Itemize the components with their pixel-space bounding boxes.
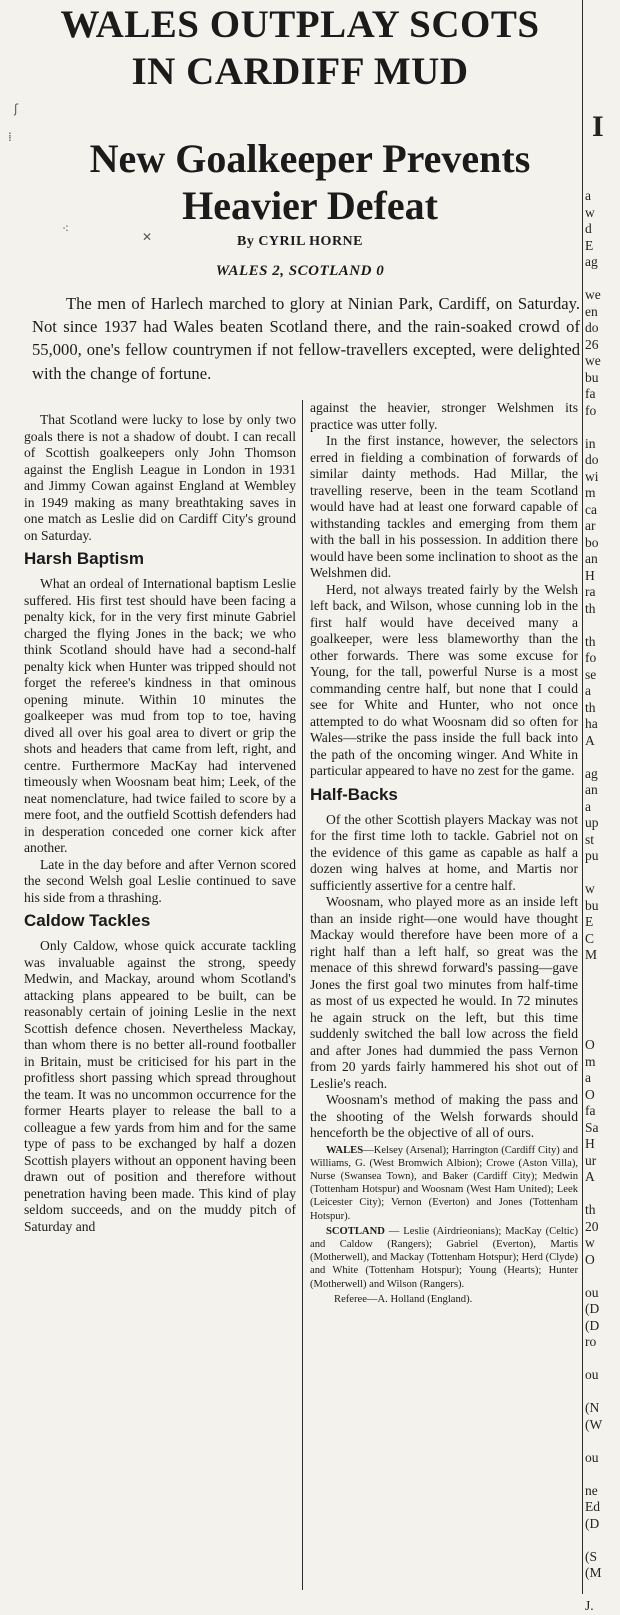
adjacent-column-line: th bbox=[585, 699, 596, 715]
adjacent-column-line: pu bbox=[585, 848, 599, 863]
adjacent-column-line: (D bbox=[585, 1301, 600, 1316]
adjacent-column-line bbox=[585, 1433, 613, 1450]
left-column bbox=[24, 412, 296, 1235]
match-result: WALES 2, SCOTLAND 0 bbox=[215, 263, 385, 279]
right-paragraph-6: Woosnam's method of making the pass and the shooting of the Welsh forwards should henceforth be the objective of all of ours. bbox=[310, 1092, 578, 1140]
headline-line-2: IN CARDIFF MUD bbox=[131, 50, 469, 93]
adjacent-column-line: a bbox=[585, 188, 591, 203]
adjacent-column-fragment-a bbox=[585, 188, 613, 964]
adjacent-column-line: a bbox=[585, 1070, 591, 1085]
adjacent-column-line: bu bbox=[585, 897, 599, 913]
adjacent-column-line bbox=[585, 1466, 613, 1483]
adjacent-column-line: ca bbox=[585, 501, 597, 517]
adjacent-column-line bbox=[585, 749, 613, 766]
adjacent-column-line: do bbox=[585, 320, 599, 335]
adjacent-column-line: (N bbox=[585, 1400, 600, 1415]
adjacent-column-line: w bbox=[585, 1235, 595, 1250]
adjacent-column-line: A bbox=[585, 1169, 595, 1184]
adjacent-column-line bbox=[585, 1268, 613, 1285]
adjacent-column-line: w bbox=[585, 204, 595, 220]
left-paragraph-1: That Scotland were lucky to lose by only two goals there is not a shadow of doubt. I can recall of Scottish goalkeepers only John Thomson against the English League in London in 1931 and Jimmy Cowan against England at Wembley in 1949 making as many breathtaking saves in one match as Leslie did on Cardiff City's ground on Saturday. bbox=[24, 412, 296, 543]
adjacent-column-line: a bbox=[585, 683, 591, 698]
adjacent-column-line bbox=[585, 1186, 613, 1203]
adjacent-column-line: st bbox=[585, 831, 595, 847]
adjacent-column-line: bu bbox=[585, 369, 599, 385]
column-rule-main bbox=[302, 400, 303, 1590]
adjacent-column-line bbox=[585, 865, 613, 882]
adjacent-column-line: H bbox=[585, 567, 595, 583]
adjacent-column-line: en bbox=[585, 303, 598, 319]
right-paragraph-2: In the first instance, however, the selectors erred in fielding a combination of forwards of similar dainty methods. Had Millar, the travelling reserve, been in the team Scotland would have had at least one forward capable of withstanding tackles and emerging from them with the ball in his possession. In addition there would have been some inclination to shoot as the Welshmen did. bbox=[310, 433, 578, 580]
adjacent-column-line: se bbox=[585, 666, 597, 682]
adjacent-column-line: ne bbox=[585, 1482, 598, 1498]
adjacent-column-line: (D bbox=[585, 1515, 600, 1531]
adjacent-column-line: ar bbox=[585, 518, 596, 533]
adjacent-column-line: O bbox=[585, 1086, 595, 1102]
adjacent-column-line: ra bbox=[585, 584, 596, 599]
adjacent-column-line: fo bbox=[585, 650, 597, 665]
left-paragraph-4: Only Caldow, whose quick accurate tackling was invaluable against the strong, speedy Medwin, and Mackay, around whom Scotland's attacking plans appeared to be built, can be reasonably certain of joining Leslie in the next Scottish defence chosen. Nevertheless Mackay, than whom there is no better all-round footballer in Britain, must be criticised for his part in the profitless short passing which spread throughout the team. It was no uncommon occurrence for the former Hearts player to release the ball to a colleague a few yards from him and for the same type of pass to be exchanged by half a dozen Scottish players without an opponent having been drawn out of position and therefore without penetration having been made. This kind of play seldom succeeds, and on the muddy pitch of Saturday and bbox=[24, 938, 296, 1234]
adjacent-column-line: E bbox=[585, 914, 594, 929]
adjacent-column-line: ag bbox=[585, 765, 598, 781]
scan-speck: ✕ bbox=[142, 230, 153, 244]
left-paragraph-2: What an ordeal of International baptism Leslie suffered. His first test should have been facing a penalty kick, for in the very first minute Gabriel charged the flying Jones in the back; we who think Scotland should have had a second-half penalty kick when Hunter was tripped should not forget the referee's kindness in that ominous opening minute. Within 10 minutes the goalkeeper was mud from top to toe, having dived all over his goal area to divert or grip the shots and headers that came from left, right, and centre. Furthermore MacKay had intervened timeously when Woosnam beat him; Leek, of the neat nomenclature, had twice failed to score by a mere foot, and the outfield Scottish defenders had in desperation conceded one corner kick after another. bbox=[24, 576, 296, 855]
scotland-label: SCOTLAND bbox=[326, 1225, 385, 1237]
subhead-harsh-baptism: Harsh Baptism bbox=[24, 549, 144, 568]
adjacent-column-line: fa bbox=[585, 1103, 596, 1118]
adjacent-column-line bbox=[585, 271, 613, 288]
adjacent-column-line: Sa bbox=[585, 1119, 599, 1135]
adjacent-column-line: ha bbox=[585, 716, 598, 731]
adjacent-column-line: H bbox=[585, 1136, 595, 1151]
adjacent-column-line: O bbox=[585, 1037, 595, 1052]
adjacent-column-line bbox=[585, 419, 613, 436]
adjacent-column-line: up bbox=[585, 815, 599, 830]
right-paragraph-4: Of the other Scottish players Mackay was not for the first time loth to tackle. Gabriel not on the evidence of this game as capable as half a dozen wing halves at home, and Martis nor sufficiently assertive for a centre half. bbox=[310, 811, 578, 893]
adjacent-column-line: ur bbox=[585, 1152, 597, 1168]
adjacent-column-line: wi bbox=[585, 468, 599, 484]
adjacent-column-line: J. bbox=[585, 1598, 594, 1613]
adjacent-column-line: do bbox=[585, 452, 599, 467]
right-paragraph-5: Woosnam, who played more as an inside left than an inside right—one would have thought Mackay would therefore have been more of a right half than a left half, so great was the menace of this shrewd forward's passing—gave Jones the first goal two minutes from half-time as most of us expected he would. In 72 minutes he again struck on the left, but this time suddenly switched the ball low across the field and after Jones had dummied the pass Vernon from 20 yards fairly hammered his shot out of Leslie's reach. bbox=[310, 894, 578, 1091]
adjacent-column-line: w bbox=[585, 881, 595, 896]
wales-label: WALES bbox=[326, 1144, 364, 1156]
subhead-half-backs: Half-Backs bbox=[310, 784, 398, 804]
adjacent-column-line: an bbox=[585, 551, 598, 566]
scotland-team: — Leslie (Airdrieonians); MacKay (Celtic) and Caldow (Rangers); Gabriel (Everton), Martis (Motherwell), and Mackay (Tottenham Hotspur); Herd (Clyde) and White (Tottenham Hotspur); Young (Hearts); Hunter (Motherwell) and Wilson (Rangers). bbox=[310, 1225, 578, 1290]
headline-line-1: WALES OUTPLAY SCOTS bbox=[60, 3, 540, 46]
subhead-caldow-tackles: Caldow Tackles bbox=[24, 911, 151, 930]
wales-team: —Kelsey (Arsenal); Harrington (Cardiff City) and Williams, G. (West Bromwich Albion); Crowe (Aston Villa), Nurse (Swansea Town), and Baker (Cardiff City); Medwin (Tottenham Hotspur) and Woosnam (West Ham United); Leek (Leicester City); Vernon (Everton) and Jones (Tottenham Hotspur). bbox=[310, 1144, 578, 1222]
adjacent-column-line: fa bbox=[585, 386, 596, 401]
scan-speck: ⁞ bbox=[8, 130, 12, 144]
right-column bbox=[310, 400, 578, 1306]
adjacent-column-line: A bbox=[585, 732, 595, 748]
adjacent-column-line bbox=[585, 1384, 613, 1401]
adjacent-column-line: C bbox=[585, 930, 595, 946]
subheadline-line-1: New Goalkeeper Prevents bbox=[89, 136, 531, 181]
scan-speck: ⁖ bbox=[62, 222, 70, 236]
adjacent-column-line: th bbox=[585, 1202, 596, 1217]
adjacent-column-line: ou bbox=[585, 1367, 599, 1382]
adjacent-column-line bbox=[585, 617, 613, 634]
adjacent-column-line: ro bbox=[585, 1334, 597, 1349]
adjacent-column-line: in bbox=[585, 435, 596, 451]
adjacent-column-line bbox=[585, 1351, 613, 1368]
adjacent-column-line bbox=[585, 1582, 613, 1599]
adjacent-column-line bbox=[585, 1532, 613, 1549]
adjacent-column-line: M bbox=[585, 947, 598, 962]
adjacent-column-line: an bbox=[585, 782, 598, 797]
adjacent-column-line: (W bbox=[585, 1416, 603, 1432]
adjacent-column-line: ou bbox=[585, 1449, 599, 1465]
right-paragraph-1: against the heavier, stronger Welshmen its practice was utter folly. bbox=[310, 400, 578, 432]
adjacent-column-top-letter: I bbox=[592, 110, 604, 143]
adjacent-column-line: O bbox=[585, 1251, 595, 1267]
adjacent-column-line: d bbox=[585, 221, 592, 236]
adjacent-column-line: a bbox=[585, 798, 591, 814]
adjacent-column-line: we bbox=[585, 287, 601, 302]
adjacent-column-line: 20 bbox=[585, 1218, 599, 1234]
left-paragraph-3: Late in the day before and after Vernon scored the second Welsh goal Leslie continued to save his side from a thrashing. bbox=[24, 856, 296, 905]
intro-text: The men of Harlech marched to glory at Ninian Park, Cardiff, on Saturday. Not since 1937 had Wales beaten Scotland there, and the rain-soaked crowd of 55,000, one's fellow countrymen if not fellow-travellers excepted, were delighted with the change of fortune. bbox=[32, 294, 580, 383]
adjacent-column-line: 26 bbox=[585, 336, 599, 352]
adjacent-column-line: (D bbox=[585, 1317, 600, 1333]
adjacent-column-line: m bbox=[585, 485, 596, 500]
adjacent-column-line: th bbox=[585, 633, 596, 649]
referee-line: Referee—A. Holland (England). bbox=[334, 1293, 473, 1305]
intro-paragraph bbox=[32, 292, 580, 385]
adjacent-column-line: (M bbox=[585, 1565, 602, 1580]
adjacent-column-line: ou bbox=[585, 1284, 599, 1300]
byline: By CYRIL HORNE bbox=[236, 234, 364, 249]
adjacent-column-line: th bbox=[585, 600, 596, 616]
wales-lineup bbox=[310, 1144, 578, 1223]
adjacent-column-line: m bbox=[585, 1053, 596, 1069]
adjacent-column-fragment-b bbox=[585, 1037, 613, 1615]
adjacent-column-line: bo bbox=[585, 534, 599, 550]
right-paragraph-3: Herd, not always treated fairly by the Welsh left back, and Wilson, whose cunning lob in the first half would have deceived many a goalkeeper, were less blameworthy than the other forwards. There was some excuse for Young, for the tall, powerful Nurse is a most commanding centre half, but none that I could see for White and Hunter, who not once attempted to do what Woosnam did so often for Wales—strike the pass inside the full back into the path of the oncoming winger. And White in particular appeared to have no zest for the game. bbox=[310, 581, 578, 778]
subheadline-line-2: Heavier Defeat bbox=[182, 183, 438, 228]
adjacent-column-line: we bbox=[585, 353, 601, 368]
adjacent-column-line: (S bbox=[585, 1548, 598, 1564]
scan-speck: ʃ bbox=[14, 102, 19, 116]
adjacent-column-line: Ed bbox=[585, 1499, 600, 1514]
adjacent-column-line: ag bbox=[585, 254, 598, 269]
scotland-lineup bbox=[310, 1225, 578, 1291]
adjacent-column-line: fo bbox=[585, 402, 597, 418]
adjacent-column-line: E bbox=[585, 237, 594, 253]
